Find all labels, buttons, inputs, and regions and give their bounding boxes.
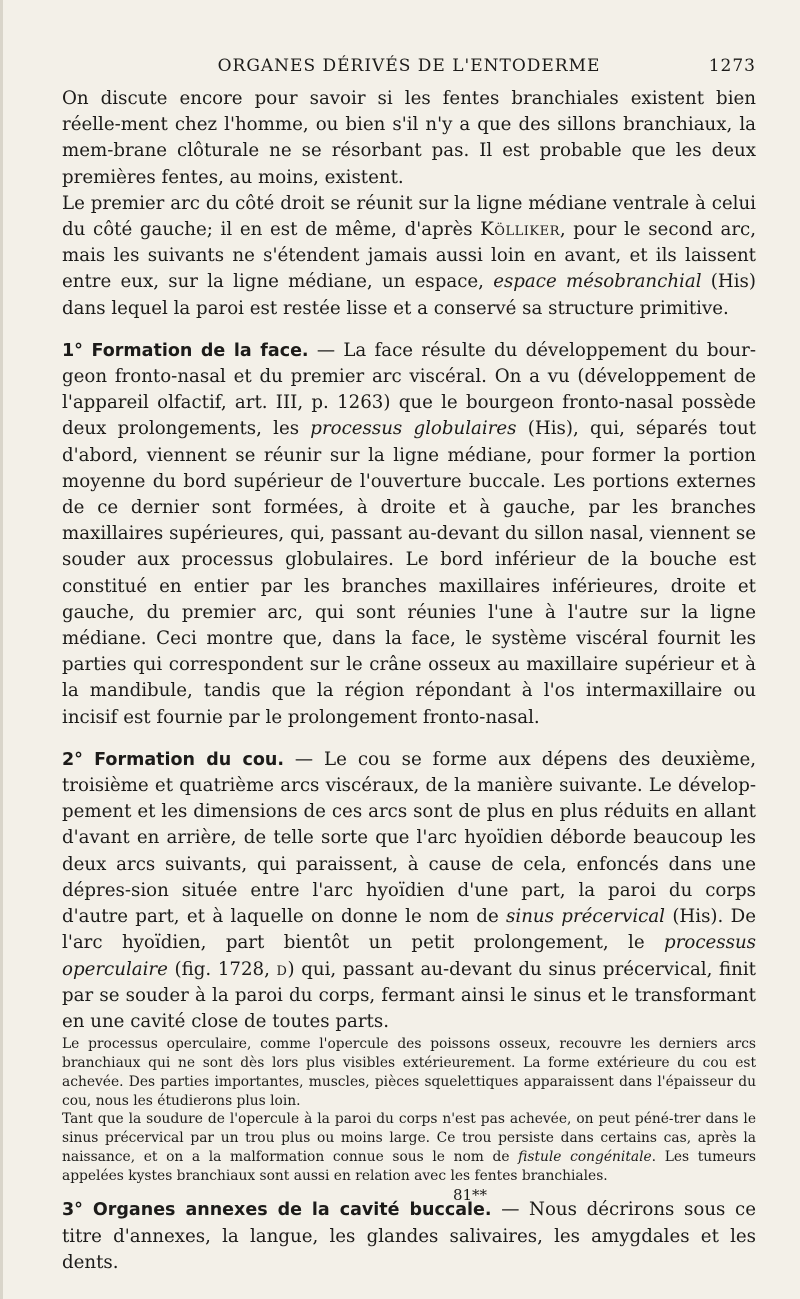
page-number: 1273 [708,56,756,76]
section-heading-annexes: 3° Organes annexes de la cavité buccale. [62,1200,492,1221]
book-page [62,56,756,1276]
figure-reference: d [276,958,288,980]
text-run: Le premier arc du côté droit se réunit sur la ligne médiane ventrale à celui du côté gauche; il en est de même, d'après [62,192,756,241]
section-organes-annexes [62,1197,756,1276]
text-run: — La face résulte du développement du bour-geon fronto-nasal et du premier arc viscéral. On a vu (développement de l'appareil olfactif, art. III, p. 1263) que le bourgeon fronto-nasal possède deux prolongements, les [62,339,756,440]
text-run: (His), qui, séparés tout d'abord, viennent se réunir sur la ligne médiane, pour former la portion moyenne du bord supérieur de l'ouverture buccale. Les portions externes de ce dernier sont formées, à droite et à gauche, par les branches maxillaires supérieures, qui, passant au-devant du sillon nasal, viennent se souder aux processus globulaires. Le bord inférieur de la bouche est constitué en entier par les branches maxillaires inférieures, droite et gauche, du premier arc, qui sont réunies l'une à l'autre sur la ligne médiane. Ceci montre que, dans la face, le système viscéral fournit les parties qui correspondent sur le crâne osseux au maxillaire supérieur et à la mandibule, tandis que la région répondant à l'os intermaxillaire ou incisif est fournie par le prolongement fronto-nasal. [62,418,757,728]
text-run: — Nous décrirons sous ce titre d'annexes, la langue, les glandes salivaires, les amygdales et les dents. [62,1199,756,1273]
term-espace-mesobranchial: espace mésobranchial [493,271,702,293]
section-heading-face: 1° Formation de la face. [62,340,309,361]
running-title: ORGANES DÉRIVÉS DE L'ENTODERME [217,56,601,76]
text-run: ) qui, passant au-devant du sinus précervical, finit par se souder à la paroi du corps, fermant ainsi le sinus et le transformant en une cavité close de toutes parts. [62,958,756,1032]
signature-text: 81** [452,1186,488,1204]
paragraph-fentes: On discute encore pour savoir si les fentes branchiales existent bien réelle-ment chez l'homme, ou bien s'il n'y a que des sillons branchiaux, la mem-brane clôturale ne se résorbant pas. Il est probable que les deux premières fentes, au moins, existent. [62,88,756,188]
term-sinus-precervical: sinus précervical [506,906,665,928]
text-run: (fig. 1728, [167,958,277,980]
term-processus-globulaires: processus globulaires [310,418,517,440]
text-run: , pour le second arc, mais les suivants ne s'étendent jamais aussi loin en avant, et ils laissent entre eux, sur la ligne médiane, un espace, [62,219,756,293]
author-name: Kölliker [480,219,560,241]
signature-mark [0,1186,800,1204]
text-run: (His) dans lequel la paroi est restée lisse et a conservé sa structure primitive. [62,271,756,319]
section-formation-face [62,338,756,731]
text-run: (His). De l'arc hyoïdien, part bientôt un petit prolongement, le [62,906,756,954]
term-processus-operculaire: processus operculaire [62,932,756,980]
note-operculaire: Le processus operculaire, comme l'opercule des poissons osseux, recouvre les derniers arcs branchiaux qui ne sont dès lors plus visibles extérieurement. La forme extérieure du cou est achevée. Des parties importantes, muscles, pièces squelettiques apparaissent dans l'épaisseur du cou, nous les étudierons plus loin. [62,1036,756,1109]
running-head [62,56,756,86]
paragraph-arcs [62,191,756,322]
section-heading-cou: 2° Formation du cou. [62,749,284,770]
page-edge-shadow [0,0,3,1299]
note-fistule [62,1110,756,1185]
term-fistule-congenitale: fistule congénitale [518,1148,652,1165]
section-formation-cou [62,747,756,1035]
text-run: — Le cou se forme aux dépens des deuxième, troisième et quatrième arcs viscéraux, de la manière suivante. Le dévelop-pement et les dimensions de ces arcs sont de plus en plus réduits en allant d'avant en arrière, de telle sorte que l'arc hyoïdien déborde beaucoup les deux arcs suivants, qui paraissent, à cause de cela, enfoncés dans une dépres-sion située entre l'arc hyoïdien d'une part, la paroi du corps d'autre part, et à laquelle on donne le nom de [62,748,756,928]
text-run: . Les tumeurs appelées kystes branchiaux sont aussi en relation avec les fentes branchiales. [62,1148,756,1184]
text-run: Tant que la soudure de l'opercule à la paroi du corps n'est pas achevée, on peut péné-trer dans le sinus précervical par un trou plus ou moins large. Ce trou persiste dans certains cas, après la naissance, et on a la malformation connue sous le nom de [62,1111,756,1165]
